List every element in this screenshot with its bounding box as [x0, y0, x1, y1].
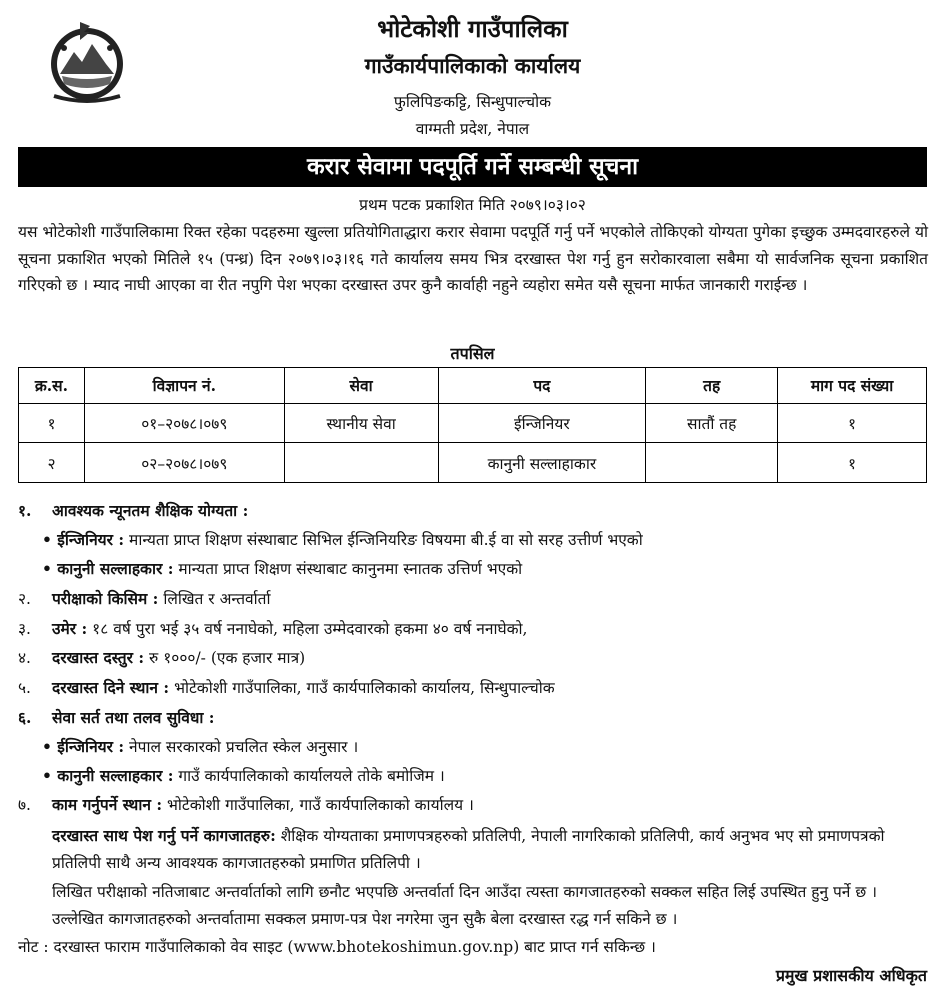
section-5: ५. दरखास्त दिने स्थान : भोटेकोशी गाउँपालिका, गाउँ कार्यपालिकाको कार्यालय, सिन्धुपाल्चोक [18, 678, 555, 697]
cell-service: स्थानीय सेवा [284, 403, 438, 443]
cell-service [284, 443, 438, 483]
office-place: फुलिपिङकट्टि, सिन्धुपाल्चोक [393, 93, 552, 111]
signature-title: प्रमुख प्रशासकीय अधिकृत [775, 966, 927, 985]
table-row [19, 403, 927, 443]
section-1-legal: • कानुनी सल्लाहकार : मान्यता प्राप्त शिक्षण संस्थाबाट कानुनमा स्नातक उत्तिर्ण भएको [42, 559, 523, 578]
cell-count: १ [778, 403, 927, 443]
cell-serial: १ [19, 403, 85, 443]
col-header-count: माग पद संख्या [778, 368, 927, 404]
notice-title: करार सेवामा पदपूर्ति गर्ने सम्बन्धी सूचना [18, 147, 927, 187]
section-2: २. परीक्षाको किसिम : लिखित र अन्तर्वार्ता [18, 589, 271, 608]
cell-ad-no: ०२–२०७८।०७९ [84, 443, 284, 483]
office-name: गाउँकार्यपालिकाको कार्यालय [364, 53, 581, 78]
cell-post: कानुनी सल्लाहाकार [438, 443, 646, 483]
table-caption: तपसिल [450, 344, 495, 363]
col-header-post: पद [438, 368, 646, 404]
col-header-serial: क्र.स. [19, 368, 85, 404]
cell-level: सातौं तह [646, 403, 778, 443]
section-9: लिखित परीक्षाको नतिजाबाट अन्तर्वार्ताको लागि छनौट भएपछि अन्तर्वार्ता दिन आउँदा त्यस्ता कागजातहरुको सक्कल सहित लिई उपस्थित हुनु पर्ने छ । उल्लेखित कागजातहरुको अन्तर्वातामा सक्कल प्रमाण-पत्र पेश नगरेमा जुन सुकै बेला दरखास्त रद्ध गर्न सकिने छ । [52, 883, 877, 928]
note: नोट : दरखास्त फाराम गाउँपालिकाको वेव साइट (www.bhotekoshimun.gov.np) बाट प्राप्त गर्न सकिन्छ । [18, 938, 656, 956]
org-name: भोटेकोशी गाउँपालिका [377, 14, 568, 43]
section-8: दरखास्त साथ पेश गर्नु पर्ने कागजातहरु: शैक्षिक योग्यताका प्रमाणपत्रहरुको प्रतिलिपी, नेपाली नागरिकाको प्रतिलिपी, कार्य अनुभव भए सो प्रमाणपत्रको प्रतिलिपी साथै अन्य आवश्यक कागजातहरुको प्रमाणित प्रतिलिपी । [52, 826, 885, 872]
cell-count: १ [778, 443, 927, 483]
section-4: ४. दरखास्त दस्तुर : रु १०००/- (एक हजार मात्र) [18, 648, 306, 667]
cell-ad-no: ०१–२०७८।०७९ [84, 403, 284, 443]
section-7: ७. काम गर्नुपर्ने स्थान : भोटेकोशी गाउँपालिका, गाउँ कार्यपालिकाको कार्यालय । [18, 795, 474, 814]
section-6-legal: • कानुनी सल्लाहकार : गाउँ कार्यपालिकाको कार्यालयले तोके बमोजिम । [42, 766, 445, 785]
cell-post: ईन्जिनियर [438, 403, 646, 443]
cell-level [646, 443, 778, 483]
col-header-ad-no: विज्ञापन नं. [84, 368, 284, 404]
col-header-service: सेवा [284, 368, 438, 404]
cell-serial: २ [19, 443, 85, 483]
table-row [19, 443, 927, 483]
intro-paragraph: यस भोटेकोशी गाउँपालिकामा रिक्त रहेका पदहरुमा खुल्ला प्रतियोगिताद्धारा करार सेवामा पदपूर्ति गर्नु पर्ने भएकोले तोकिएको योग्यता पुगेका इच्छुक उम्मदवारहरुले यो सूचना प्रकाशित भएको मितिले १५ (पन्ध्र) दिन २०७९।०३।१६ गते कार्यालय समय भित्र दरखास्त पेश गर्नु हुन सरोकारवाला सबैमा यो सार्वजनिक सूचना प्रकाशित गरिएको छ । म्याद नाघी आएका वा रीत नपुगि पेश भएका दरखास्त उपर कुनै कार्वाही नहुने व्यहोरा समेत यसै सूचना मार्फत जानकारी गराईन्छ । [18, 223, 928, 294]
section-6-engineer: • ईन्जिनियर : नेपाल सरकारको प्रचलित स्केल अनुसार । [42, 737, 359, 756]
section-6-title: ६. सेवा सर्त तथा तलव सुविधा : [18, 708, 215, 727]
col-header-level: तह [646, 368, 778, 404]
publish-date: प्रथम पटक प्रकाशित मिति २०७९।०३।०२ [359, 196, 586, 214]
table-header-row [19, 368, 927, 404]
office-province: वाग्मती प्रदेश, नेपाल [415, 120, 530, 138]
vacancy-table [18, 367, 927, 483]
section-1-engineer: • ईन्जिनियर : मान्यता प्राप्त शिक्षण संस्थाबाट सिभिल ईन्जिनियरिङ विषयमा बी.ई वा सो सरह उत्तीर्ण भएको [42, 530, 643, 549]
section-1-title: १. आवश्यक न्यूनतम शैक्षिक योग्यता : [18, 501, 249, 520]
section-3: ३. उमेर : १८ वर्ष पुरा भई ३५ वर्ष ननाघेको, महिला उम्मेदवारको हकमा ४० वर्ष ननाघेको, [18, 619, 528, 638]
